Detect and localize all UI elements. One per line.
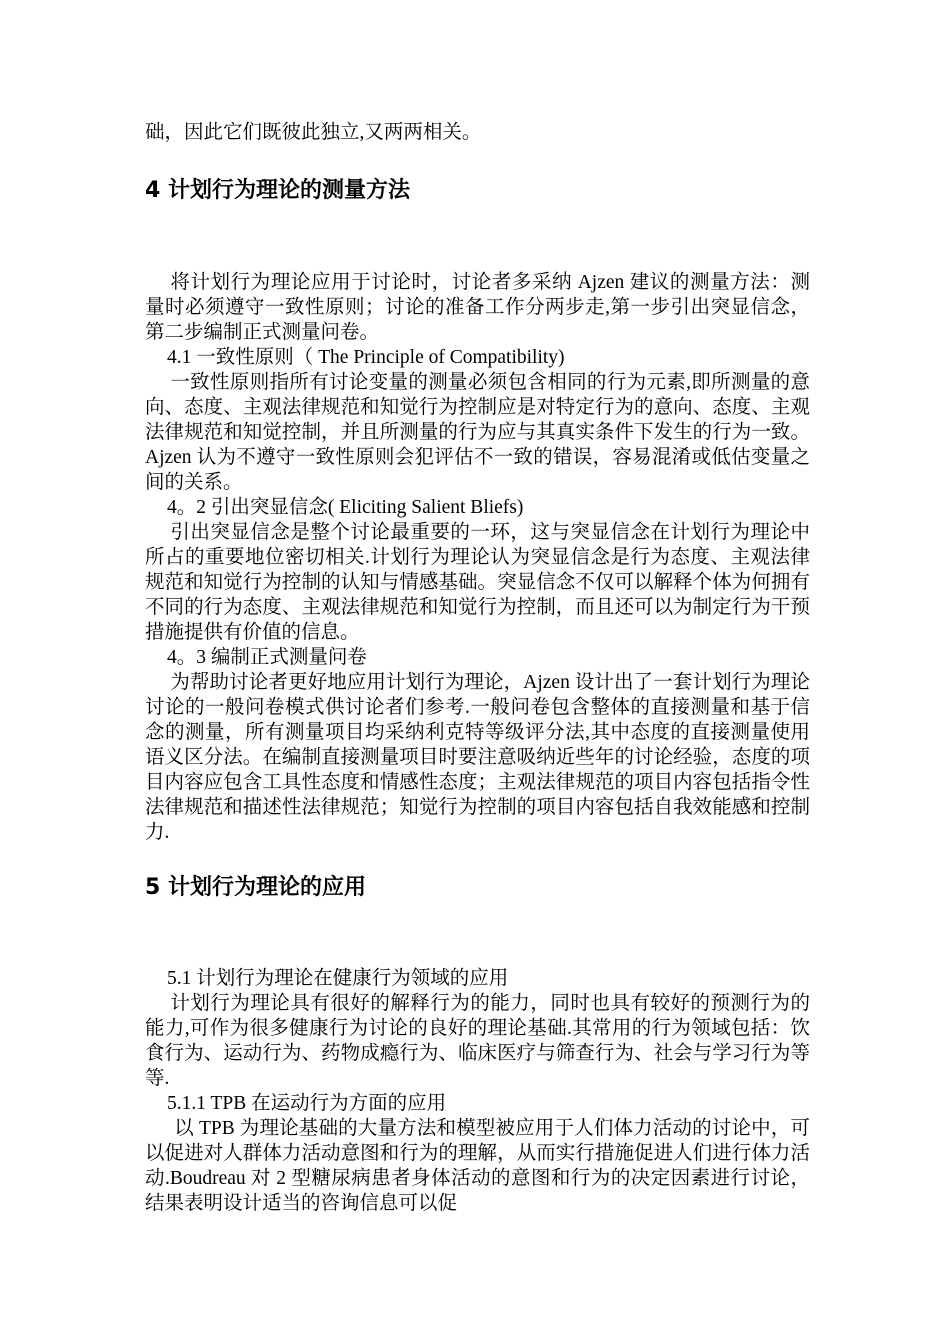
subsection-5-1-title: 5.1 计划行为理论在健康行为领域的应用 — [167, 968, 509, 989]
subsection-4-1-title: 4.1 一致性原则（ The Principle of Compatibility) — [167, 347, 565, 368]
subsection-4-1-body: 一致性原则指所有讨论变量的测量必须包含相同的行为元素,即所测量的意向、态度、主观法律规范和知觉行为控制应是对特定行为的意向、态度、主观法律规范和知觉控制，并且所测量的行为应与其真实条件下发生的行为一致。Ajzen 认为不遵守一致性原则会犯评估不一致的错误，容易混淆或低估变量之间的关系。 — [145, 372, 810, 493]
subsection-5-1-body: 计划行为理论具有很好的解释行为的能力，同时也具有较好的预测行为的能力,可作为很多健康行为讨论的良好的理论基础.其常用的行为领域包括：饮食行为、运动行为、药物成瘾行为、临床医疗与筛查行为、社会与学习行为等等. — [145, 993, 810, 1089]
subsection-4-2-body: 引出突显信念是整个讨论最重要的一环，这与突显信念在计划行为理论中所占的重要地位密切相关.计划行为理论认为突显信念是行为态度、主观法律规范和知觉行为控制的认知与情感基础。突显信念不仅可以解释个体为何拥有不同的行为态度、主观法律规范和知觉行为控制，而且还可以为制定行为干预措施提供有价值的信息。 — [145, 522, 810, 643]
subsection-4-2-title: 4。2 引出突显信念( Eliciting Salient Bliefs) — [167, 497, 524, 518]
document-page — [145, 120, 810, 1216]
subsection-5-1-1-title: 5.1.1 TPB 在运动行为方面的应用 — [167, 1093, 447, 1114]
subsection-5-1-1-body: 以 TPB 为理论基础的大量方法和模型被应用于人们体力活动的讨论中，可以促进对人群体力活动意图和行为的理解，从而实行措施促进人们进行体力活动.Boudreau 对 2 型糖尿病患者身体活动的意图和行为的决定因素进行讨论，结果表明设计适当的咨询信息可以促 — [145, 1118, 810, 1214]
section-4-intro: 将计划行为理论应用于讨论时，讨论者多采纳 Ajzen 建议的测量方法：测量时必须遵守一致性原则；讨论的准备工作分两步走,第一步引出突显信念，第二步编制正式测量问卷。 — [145, 272, 810, 343]
subsection-4-3-title: 4。3 编制正式测量问卷 — [167, 647, 367, 668]
subsection-4-3-body: 为帮助讨论者更好地应用计划行为理论，Ajzen 设计出了一套计划行为理论讨论的一般问卷模式供讨论者们参考.一般问卷包含整体的直接测量和基于信念的测量，所有测量项目均采纳利克特等级评分法,其中态度的直接测量使用语义区分法。在编制直接测量项目时要注意吸纳近些年的讨论经验，态度的项目内容应包含工具性态度和情感性态度；主观法律规范的项目内容包括指令性法律规范和描述性法律规范；知觉行为控制的项目内容包括自我效能感和控制力. — [145, 672, 810, 843]
section-heading-4: 4 计划行为理论的测量方法 — [145, 178, 410, 203]
paragraph-continuation: 础，因此它们既彼此独立,又两两相关。 — [145, 122, 482, 143]
section-heading-5: 5 计划行为理论的应用 — [145, 875, 366, 900]
